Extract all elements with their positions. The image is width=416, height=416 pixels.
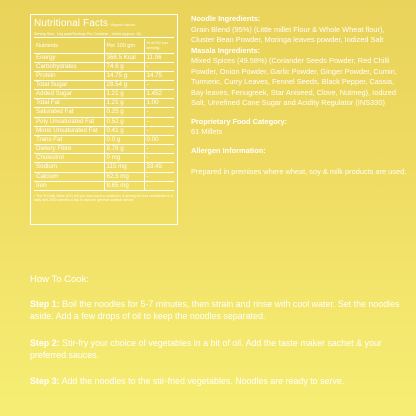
nutrient-daily-value: - — [144, 108, 174, 117]
step-2 — [30, 337, 410, 362]
nutrition-title-sub: *Approx Values — [109, 23, 136, 27]
nutrition-row — [34, 71, 174, 80]
nutrient-daily-value: 33.45 — [144, 163, 174, 172]
masala-ingredients-text-5: Salt, Unrefined Cane Sugar and Acidity Regulator (INS330) — [191, 98, 385, 107]
nutrition-title-text: Nutritional Facts — [34, 18, 108, 29]
nutrient-name: Iron — [34, 181, 104, 190]
nutrient-per-100g: 0 mg — [104, 154, 144, 163]
nutrition-row — [34, 145, 174, 154]
nutrition-row — [34, 172, 174, 181]
nutrient-per-100g: 28.54 g — [104, 80, 144, 89]
nutrition-row — [34, 62, 174, 71]
nutrient-daily-value: 14.75 — [144, 71, 174, 80]
nutrition-row — [34, 80, 174, 89]
nutrition-row — [34, 154, 174, 163]
nutrient-daily-value: - — [144, 145, 174, 154]
nutrition-footnote: * The % Daily Value (DV) tell you how much a nutrient in a serving of food contributes to a daily diet 2000 calories a day is used for general nutrition advice. — [34, 193, 173, 203]
masala-ingredients-text-3: Turmeric, Curry Leaves, Fennel Seeds, Black Pepper, Cassia, — [191, 77, 395, 86]
nutrient-per-100g: 115 mg — [104, 163, 144, 172]
noodle-ingredients-heading: Noodle Ingredients: — [191, 14, 261, 23]
nutrient-daily-value: 0.00 — [144, 135, 174, 144]
nutrient-daily-value: - — [144, 172, 174, 181]
nutrient-per-100g: 62.5 mg — [104, 172, 144, 181]
nutrient-per-100g: 1.21 g — [104, 90, 144, 99]
serving-size: Serving Size - 1Kg pack/Servings Per Container - Varies (approx. 10) — [34, 31, 174, 38]
nutrient-per-100g: 0.52 g — [104, 117, 144, 126]
noodle-ingredients-text-1: Grain Blend (95%) (Little millet Flour & Whole Wheat flour), — [191, 24, 385, 34]
step-3 — [30, 375, 410, 387]
nutrient-per-100g: 0.0 g — [104, 135, 144, 144]
nutrition-row — [34, 90, 174, 99]
nutrient-daily-value: 11.06 — [144, 53, 174, 62]
nutrient-per-100g: 0.25 g — [104, 108, 144, 117]
nutrition-row — [34, 53, 174, 62]
step-2-text: Stir-fry your choice of vegetables in a bit of oil. Add the taste maker sachet & your preferred sauces. — [30, 338, 382, 361]
nutrient-name: Total Fat — [34, 99, 104, 108]
nutrition-row — [34, 163, 174, 172]
ingredients-panel — [191, 14, 413, 178]
nutrient-name: Mono Unsaturated Fat — [34, 126, 104, 135]
how-to-cook-title: How To Cook: — [30, 274, 89, 285]
nutrient-daily-value: - — [144, 154, 174, 163]
nutrient-name: Protein — [34, 71, 104, 80]
nutrient-per-100g: 8.78 g — [104, 145, 144, 154]
nutrient-name: Trans Fat — [34, 135, 104, 144]
nutrient-name: Poly Unsaturated Fat — [34, 117, 104, 126]
masala-ingredients-text-1: Mixed Spices (49.58%) (Coriander Seeds Powder, Red Chilli — [191, 56, 390, 65]
nutrient-daily-value: - — [144, 181, 174, 190]
nutrient-per-100g: 74.6 g — [104, 62, 144, 71]
masala-ingredients-heading: Masala Ingredients: — [191, 45, 260, 55]
nutrient-daily-value: - — [144, 126, 174, 135]
header-per-100g: Per 100 gm — [104, 39, 144, 53]
step-1 — [30, 298, 410, 323]
nutrient-name: Carbohydrates — [34, 62, 104, 71]
masala-ingredients-text-4: Bay leaves, Fenugreek, Star Aniseed, Clove, Nutmeg), Iodized — [191, 87, 396, 97]
step-2-label: Step 2: — [30, 338, 60, 348]
masala-ingredients-text-2: Powder, Onion Powder, Garlic Powder, Ginger Powder, Cumin, — [191, 66, 397, 76]
nutrient-per-100g: 1.21 g — [104, 99, 144, 108]
nutrient-name: Dietery Fibre — [34, 145, 104, 154]
noodle-ingredients-text-2: Cluster Bean Powder, Moringa leaves powder, Iodized Salt — [191, 35, 384, 44]
nutrient-daily-value: - — [144, 117, 174, 126]
nutrient-name: Cholestrol — [34, 154, 104, 163]
nutrition-row — [34, 181, 174, 190]
nutrient-name: Added Sugar — [34, 90, 104, 99]
nutrition-row — [34, 99, 174, 108]
nutrient-name: Saturated Fat — [34, 108, 104, 117]
step-1-label: Step 1: — [30, 299, 60, 309]
allergen-heading: Allergen Information: — [191, 145, 266, 155]
nutrition-title — [34, 18, 174, 31]
nutrient-name: Total Sugar — [34, 80, 104, 89]
step-3-label: Step 3: — [30, 376, 60, 386]
nutrient-per-100g: 368.5 Kcal — [104, 53, 144, 62]
step-1-text: Boil the noodles for 5-7 minutes, then strain and rinse with cool water. Set the noodles aside. Add a few drops of oil to keep the noodles separated. — [30, 299, 400, 322]
food-category-text: 61 Millets — [191, 127, 223, 136]
header-daily-value: % of DV per serving — [144, 39, 174, 53]
nutrient-per-100g: 14.75 g — [104, 71, 144, 80]
nutrition-row — [34, 117, 174, 126]
header-nutrients: Nutrients — [34, 39, 104, 53]
nutrition-row — [34, 126, 174, 135]
nutrient-daily-value: - — [144, 62, 174, 71]
nutrition-row — [34, 108, 174, 117]
nutrient-per-100g: 8.65 mg — [104, 181, 144, 190]
nutrition-header-row — [34, 39, 174, 53]
nutrient-name: Sodium — [34, 163, 104, 172]
nutrition-table — [34, 39, 174, 191]
nutrition-facts-panel — [30, 14, 178, 225]
food-category-heading: Proprietary Food Category: — [191, 116, 288, 126]
nutrient-name: Energy — [34, 53, 104, 62]
nutrient-per-100g: 0.41 g — [104, 126, 144, 135]
nutrient-daily-value: 1.452 — [144, 90, 174, 99]
allergen-text: Prepared in premises where wheat, soy & milk products are used. — [191, 167, 407, 176]
step-3-text: Add the noodles to the stir-fried vegetables. Noodles are ready to serve. — [59, 376, 345, 386]
nutrition-row — [34, 135, 174, 144]
nutrient-daily-value: 1.00 — [144, 99, 174, 108]
nutrient-daily-value: - — [144, 80, 174, 89]
nutrient-name: Calcium — [34, 172, 104, 181]
